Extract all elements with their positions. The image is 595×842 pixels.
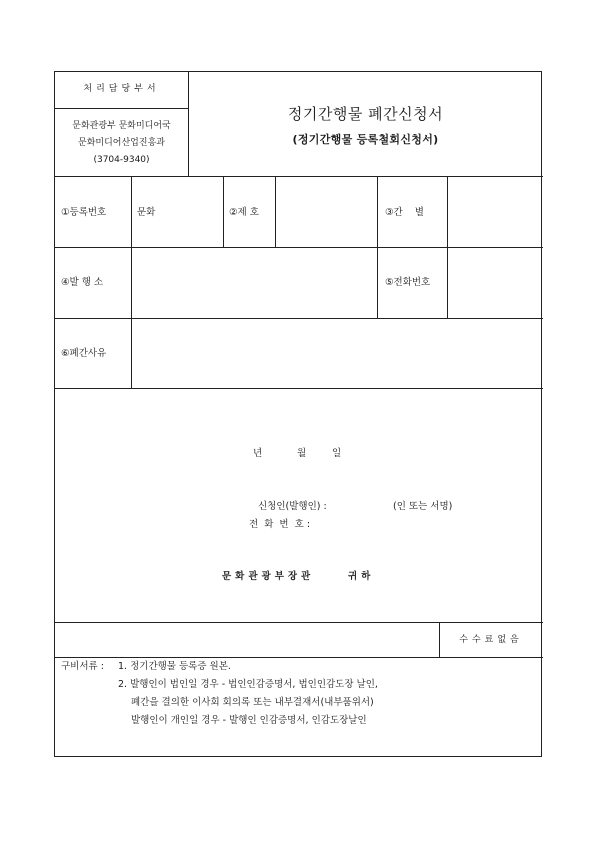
applicant-label: 신청인(발행인) :	[258, 501, 327, 512]
name-label: ②제 호	[229, 207, 259, 218]
header-vertical-divider	[188, 72, 189, 176]
application-form	[54, 71, 542, 757]
publisher-label: ④발 행 소	[61, 277, 104, 288]
row-divider-3	[55, 318, 543, 319]
date-month: 월	[297, 448, 307, 459]
reg-no-label: ①등록번호	[61, 207, 107, 218]
form-title: 정기간행물 폐간신청서	[287, 105, 444, 123]
header-dept-divider	[55, 108, 188, 109]
dept-phone: (3704-9340)	[93, 155, 150, 165]
reg-no-value[interactable]: 문화	[137, 207, 156, 218]
recipient: 문화관광부장관	[222, 571, 315, 582]
doc-item-2-line-3: 발행인이 개인일 경우 - 발행인 인감증명서, 인감도장날인	[131, 715, 367, 726]
footer-divider-fee	[55, 657, 543, 658]
phone-label: ⑤전화번호	[385, 277, 431, 288]
doc-item-2-line-1: 2. 발행인이 법인일 경우 - 법인인감증명서, 법인인감도장 날인,	[118, 679, 378, 690]
docs-prefix: 구비서류 :	[61, 661, 104, 672]
doc-item-2-line-2: 폐간을 결의한 이사회 회의록 또는 내부결재서(내부품위서)	[131, 697, 374, 708]
dept-title: 처리담당부서	[83, 84, 160, 94]
row1-col-divider-c	[275, 176, 276, 247]
row1-col-divider-b	[223, 176, 224, 247]
date-day: 일	[332, 448, 342, 459]
honorific: 귀하	[348, 571, 375, 582]
reason-label: ⑥폐간사유	[61, 348, 107, 359]
period-label: ③간 별	[385, 207, 424, 218]
dept-line-1: 문화관광부 문화미디어국	[72, 121, 171, 131]
applicant-phone-label: 전 화 번 호 :	[249, 519, 311, 530]
row1-col-divider-a	[131, 176, 132, 388]
dept-line-2: 문화미디어산업진흥과	[78, 138, 165, 148]
row12-col-divider-e	[447, 176, 448, 318]
row-divider-4	[55, 388, 543, 389]
row-divider-1	[55, 176, 543, 177]
footer-divider-top	[55, 622, 543, 623]
row12-col-divider-d	[377, 176, 378, 318]
form-subtitle: (정기간행물 등록철회신청서)	[292, 133, 439, 146]
date-year: 년	[253, 448, 263, 459]
signature-note: (인 또는 서명)	[393, 501, 453, 512]
doc-item-1: 1. 정기간행물 등록증 원본.	[118, 661, 231, 672]
row-divider-2	[55, 247, 543, 248]
fee-note: 수수료없음	[459, 635, 523, 645]
